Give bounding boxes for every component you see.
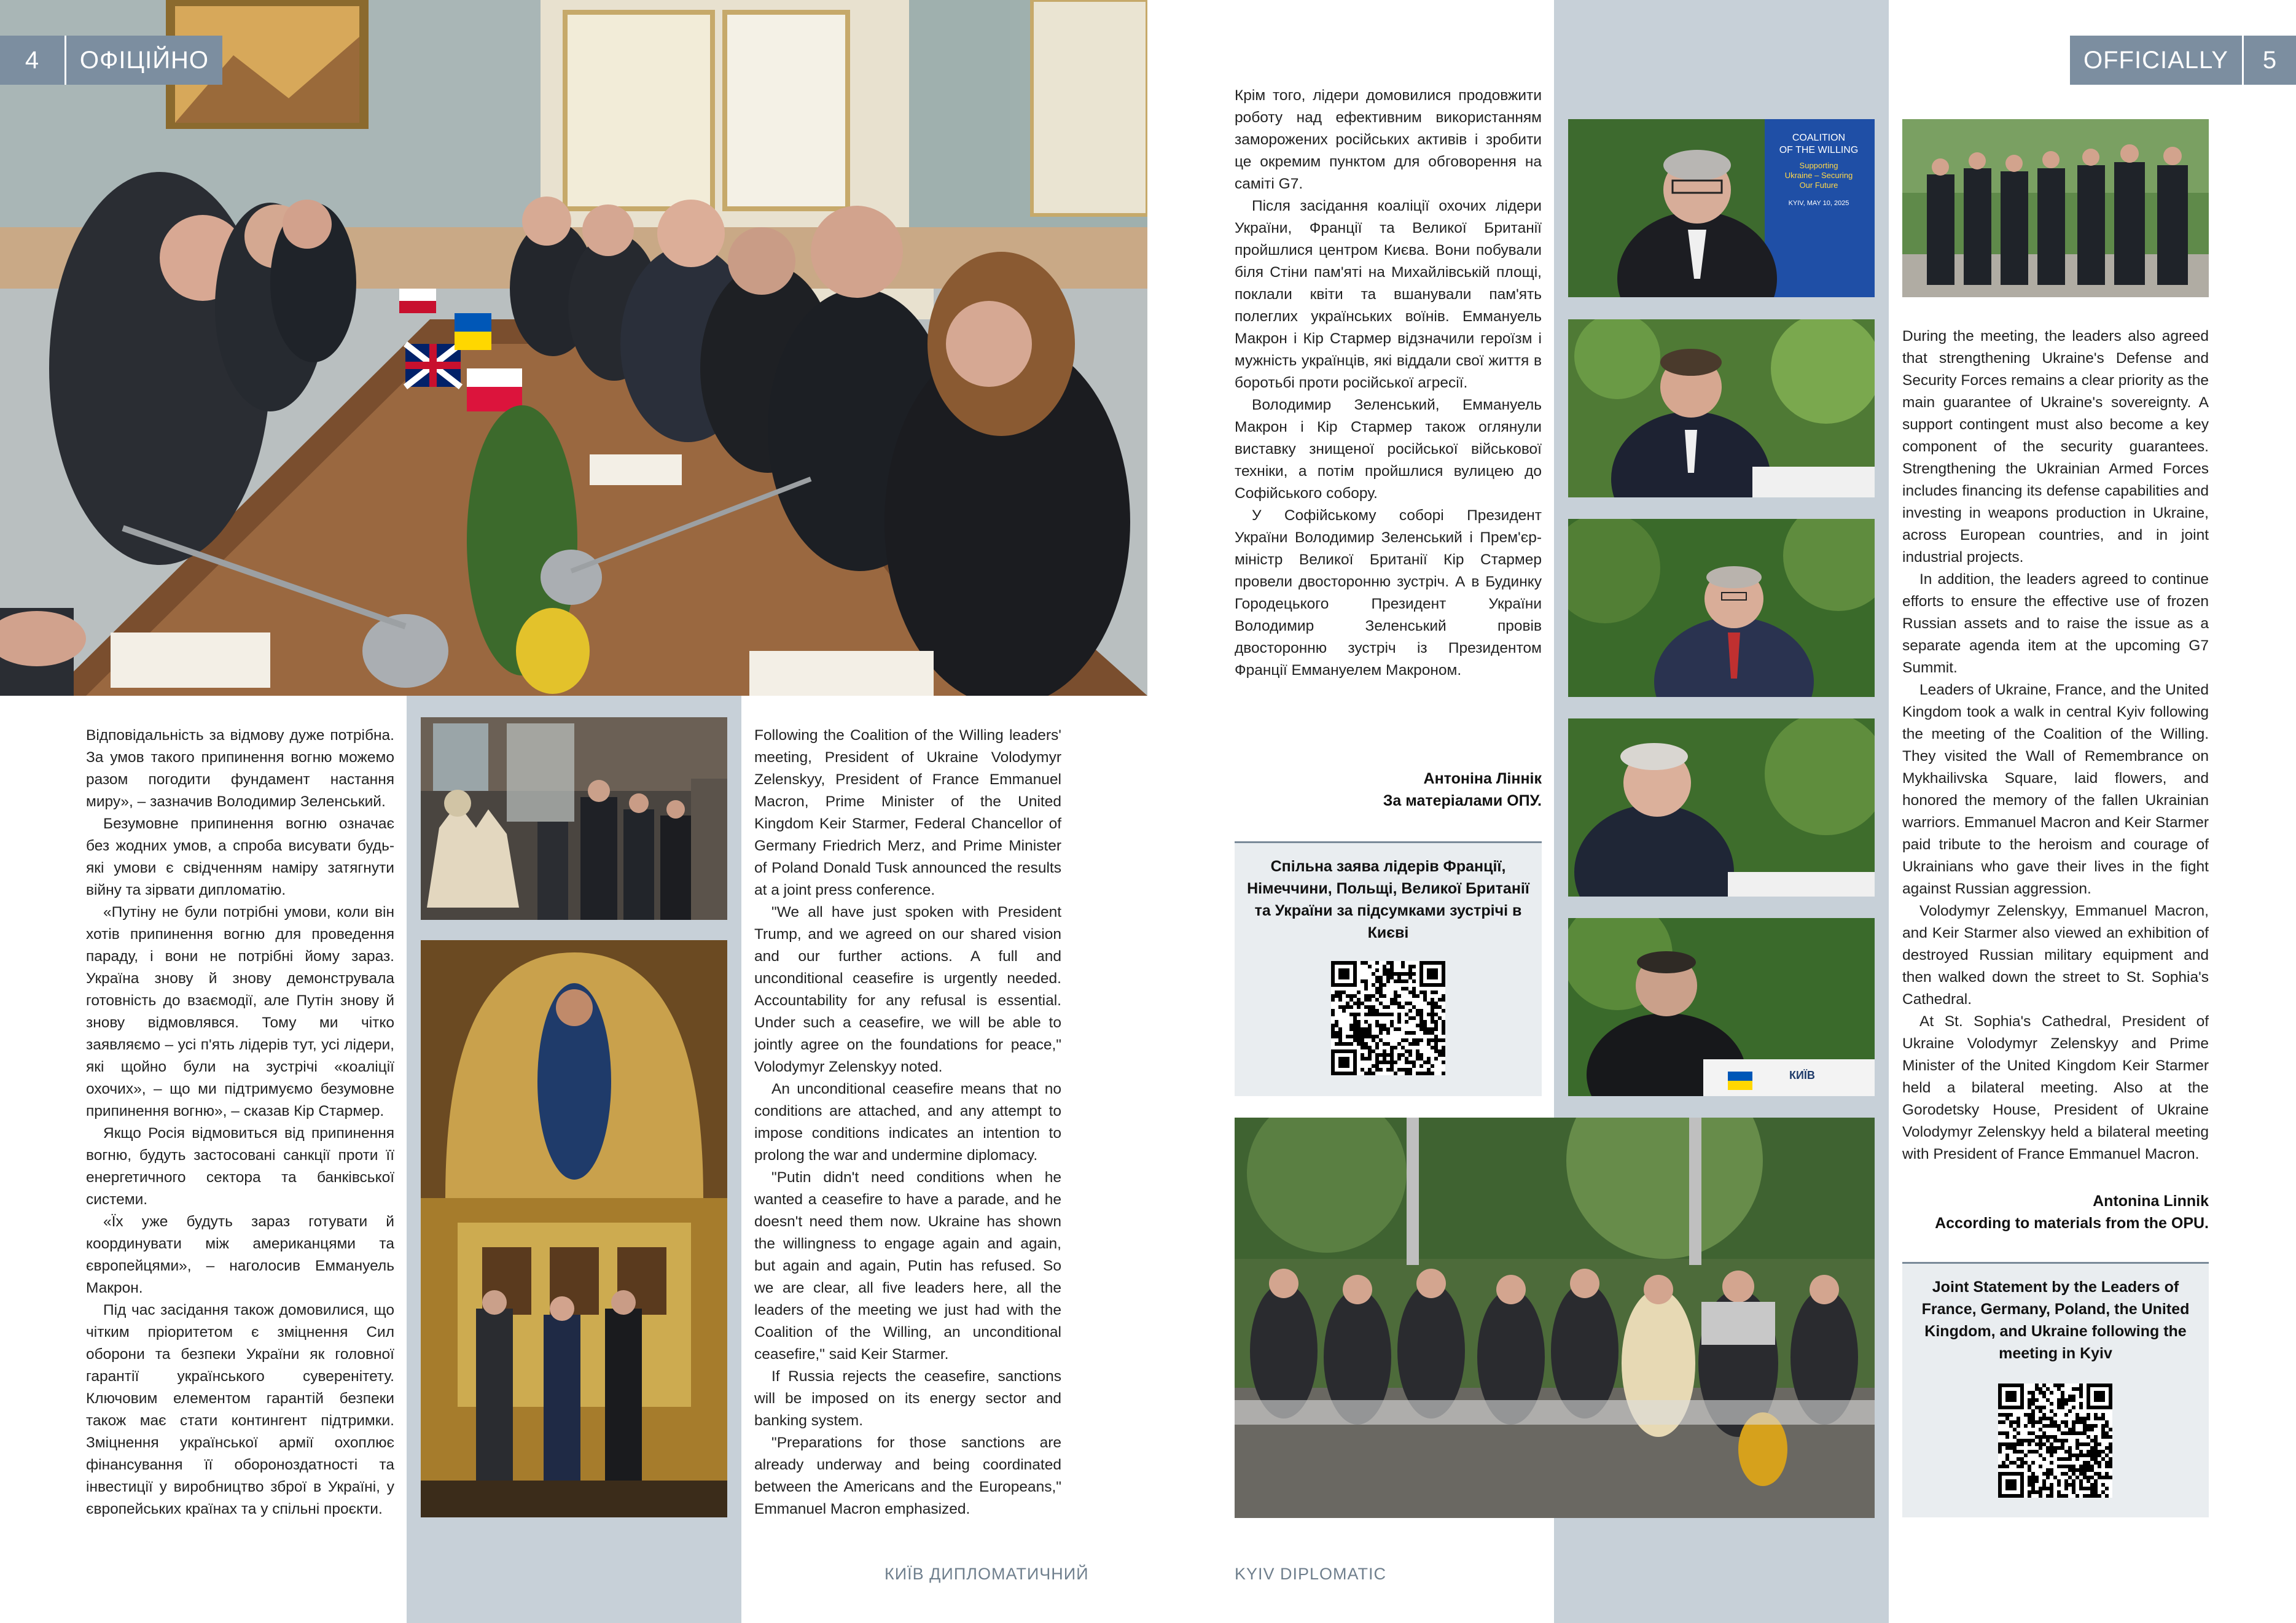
- qr-code-ua[interactable]: [1331, 961, 1445, 1075]
- paragraph: Після засідання коаліції охочих лідери України, Франції та Великої Британії пройшлися центром Києва. Вони побували біля Стіни пам'яті на Михайлівській площі, поклали квіти та вшанували пам'ять полеглих українських воїнів. Еммануель Макрон і Кір Стармер відзначили героїзм і мужність українців, які віддали свої життя в боротьбі проти російської агресії.: [1235, 198, 1542, 391]
- left-section-label: ОФІЦІЙНО: [79, 46, 209, 74]
- right-section-label: OFFICIALLY: [2083, 46, 2228, 74]
- macron-podium-photo: [1568, 319, 1875, 497]
- starmer-podium-photo: [1568, 119, 1875, 297]
- left-page-tag: [0, 36, 222, 85]
- paragraph: Following the Coalition of the Willing leaders' meeting, President of Ukraine Volodymyr Zelenskyy, President of France Emmanuel Macron, Prime Minister of the United Kingdom Keir Starmer, Federal Chancellor of Germany Friedrich Merz, and Prime Minister of Poland Donald Tusk announced the results at a joint press conference.: [754, 727, 1061, 898]
- signature-ua: [1235, 768, 1542, 812]
- podium-city-text: КИЇВ: [1789, 1069, 1815, 1081]
- paragraph: Leaders of Ukraine, France, and the United Kingdom took a walk in central Kyiv following the meeting of the Coalition of the Willing. They visited the Wall of Remembrance on Mykhailivska Square, laid flowers, and honored the memory of the fallen Ukrainian warriors. Emmanuel Macron and Keir Starmer paid tribute to the heroism and courage of Ukrainians who gave their lives in the fight against Russian aggression.: [1902, 682, 2209, 897]
- paragraph: Володимир Зеленський, Еммануель Макрон і Кір Стармер також оглянули виставку знищеної російської військової техніки, а потім пройшлися вулицею до Софійського собору.: [1235, 397, 1542, 502]
- zelenskyy-podium-photo: [1568, 918, 1875, 1096]
- paragraph: "Putin didn't need conditions when he wanted a ceasefire to have a parade, and he doesn't need them now. Ukraine has shown the willingness to engage again and again, but again and again, Putin has refused. So we are clear, all five leaders here, all the leaders of the meeting we just had with the Coalition of the Willing, an unconditional ceasefire," said Keir Starmer.: [754, 1169, 1061, 1363]
- author-source-en: According to materials from the OPU.: [1935, 1215, 2209, 1232]
- svg-text:KYIV, MAY 10, 2025: KYIV, MAY 10, 2025: [1788, 200, 1849, 207]
- leaders-walk-photo: [1902, 119, 2209, 297]
- paragraph: «Путіну не були потрібні умови, коли він хотів припинення вогню для проведення параду, і вони не потрібні йому зараз. Україна знову й знову демонструвала готовність до взаємодії, але Путін знову й знову відмовлявся. Тому ми чітко заявляємо – усі п'ять лідерів тут, усі лідери, які щойно були на зустрічі «коаліції охочих», – що ми підтримуємо безумовне припинення вогню», – сказав Кір Стармер.: [86, 904, 394, 1119]
- paragraph: «Їх уже будуть зараз готувати й координувати між американцями та європейцями», – наголосив Еммануель Макрон.: [86, 1213, 394, 1296]
- author-source-ua: За матеріалами ОПУ.: [1383, 792, 1542, 809]
- paragraph: Volodymyr Zelenskyy, Emmanuel Macron, and Keir Starmer also viewed an exhibition of destroyed Russian military equipment and then walked down the street to St. Sophia's Cathedral.: [1902, 903, 2209, 1008]
- paragraph: У Софійському соборі Президент України Володимир Зеленський і Прем'єр-міністр Великої Британії Кір Стармер провели двосторонню зустріч. А в Будинку Городецького Президент України Володимир Зеленський провів двосторонню зустріч із Президентом Франції Еммануелем Макроном.: [1235, 507, 1542, 679]
- signature-en: [1902, 1190, 2209, 1234]
- statement-title-ua: Спільна заява лідерів Франції, Німеччини, Польщі, Великої Британії та України за підсумками зустрічі в Києві: [1247, 858, 1529, 941]
- paragraph: Під час засідання також домовилися, що чітким пріоритетом є зміцнення Сил оборони та безпеки України як головної гарантії українського суверенітету. Ключовим елементом гарантій безпеки також має стати контингент підтримки. Зміцнення української армії охоплює фінансування її обороноздатності та інвестиції у виробництво зброї в Україні, у європейських країнах та у спільні проєкти.: [86, 1302, 394, 1517]
- coalition-banner-text: COALITION: [1792, 133, 1846, 143]
- author-name-en: Antonina Linnik: [2093, 1193, 2209, 1210]
- paragraph: Безумовне припинення вогню означає без жодних умов, а спроба висувати будь-які умови є свідченням наміру затягнути війну та зірвати дипломатію.: [86, 815, 394, 898]
- statement-title-en: Joint Statement by the Leaders of France, Germany, Poland, the United Kingdom, and Ukraine following the meeting in Kyiv: [1921, 1279, 2190, 1362]
- svg-text:Ukraine – Securing: Ukraine – Securing: [1784, 171, 1853, 180]
- paragraph: Якщо Росія відмовиться від припинення вогню, будуть застосовані санкції проти її енергетичного сектора та банківської системи.: [86, 1125, 394, 1208]
- cathedral-photo: [421, 940, 727, 1517]
- press-conference-photo: [1235, 1118, 1875, 1518]
- svg-text:OF THE WILLING: OF THE WILLING: [1779, 145, 1859, 155]
- qr-code-en[interactable]: [1998, 1384, 2112, 1498]
- svg-text:Our Future: Our Future: [1799, 181, 1838, 190]
- paragraph: If Russia rejects the ceasefire, sanctions will be imposed on its energy sector and banking system.: [754, 1368, 1061, 1429]
- main-meeting-photo: [0, 0, 1147, 696]
- paragraph: Крім того, лідери домовилися продовжити роботу над ефективним використанням заморожених російських активів і зробити це окремим пунктом для обговорення на саміті G7.: [1235, 87, 1542, 192]
- paragraph: An unconditional ceasefire means that no conditions are attached, and any attempt to impose conditions indicates an intention to prolong the war and undermine diplomacy.: [754, 1081, 1061, 1164]
- paragraph: At St. Sophia's Cathedral, President of Ukraine Volodymyr Zelenskyy and Prime Minister of the United Kingdom Keir Starmer held a bilateral meeting. Also at the Gorodetsky House, President of Ukraine Volodymyr Zelenskyy held a bilateral meeting with President of France Emmanuel Macron.: [1902, 1013, 2209, 1162]
- paragraph: Відповідальність за відмову дуже потрібна. За умов такого припинення вогню можемо разом погодити фундамент настання миру», – зазначив Володимир Зеленський.: [86, 727, 394, 810]
- article-column-ua-1: [86, 725, 394, 1520]
- paragraph: In addition, the leaders agreed to continue efforts to ensure the effective use of frozen Russian assets and to raise the issue as a separate agenda item at the upcoming G7 Summit.: [1902, 571, 2209, 676]
- svg-text:Supporting: Supporting: [1799, 161, 1838, 170]
- footer-left: КИЇВ ДИПЛОМАТИЧНИЙ: [884, 1565, 1089, 1583]
- museum-photo: [421, 717, 727, 920]
- left-page-number: 4: [0, 36, 66, 85]
- paragraph: "Preparations for those sanctions are already underway and being coordinated between the Americans and the Europeans," Emmanuel Macron emphasized.: [754, 1434, 1061, 1517]
- tusk-podium-photo: [1568, 718, 1875, 897]
- footer-right: KYIV DIPLOMATIC: [1235, 1565, 1387, 1583]
- article-column-en-2: [1902, 325, 2209, 1166]
- article-column-en-1: [754, 725, 1061, 1520]
- right-page-tag: [2070, 36, 2296, 85]
- author-name-ua: Антоніна Ліннік: [1423, 770, 1542, 787]
- merz-podium-photo: [1568, 519, 1875, 697]
- paragraph: "We all have just spoken with President Trump, and we agreed on our shared vision and our further actions. A full and unconditional ceasefire is urgently needed. Accountability for any refusal is essential. Under such a ceasefire, we will be able to jointly agree on the foundations for peace," Volodymyr Zelenskyy noted.: [754, 904, 1061, 1075]
- article-column-ua-2: [1235, 85, 1542, 682]
- paragraph: During the meeting, the leaders also agreed that strengthening Ukraine's Defense and Security Forces remains a clear priority as the main guarantee of Ukraine's sovereignty. A support contingent must also become a key component of the security guarantees. Strengthening the Ukrainian Armed Forces includes financing its defense capabilities and investing in weapons production in Ukraine, across European countries, and in joint industrial projects.: [1902, 328, 2209, 566]
- right-page-number: 5: [2242, 36, 2296, 85]
